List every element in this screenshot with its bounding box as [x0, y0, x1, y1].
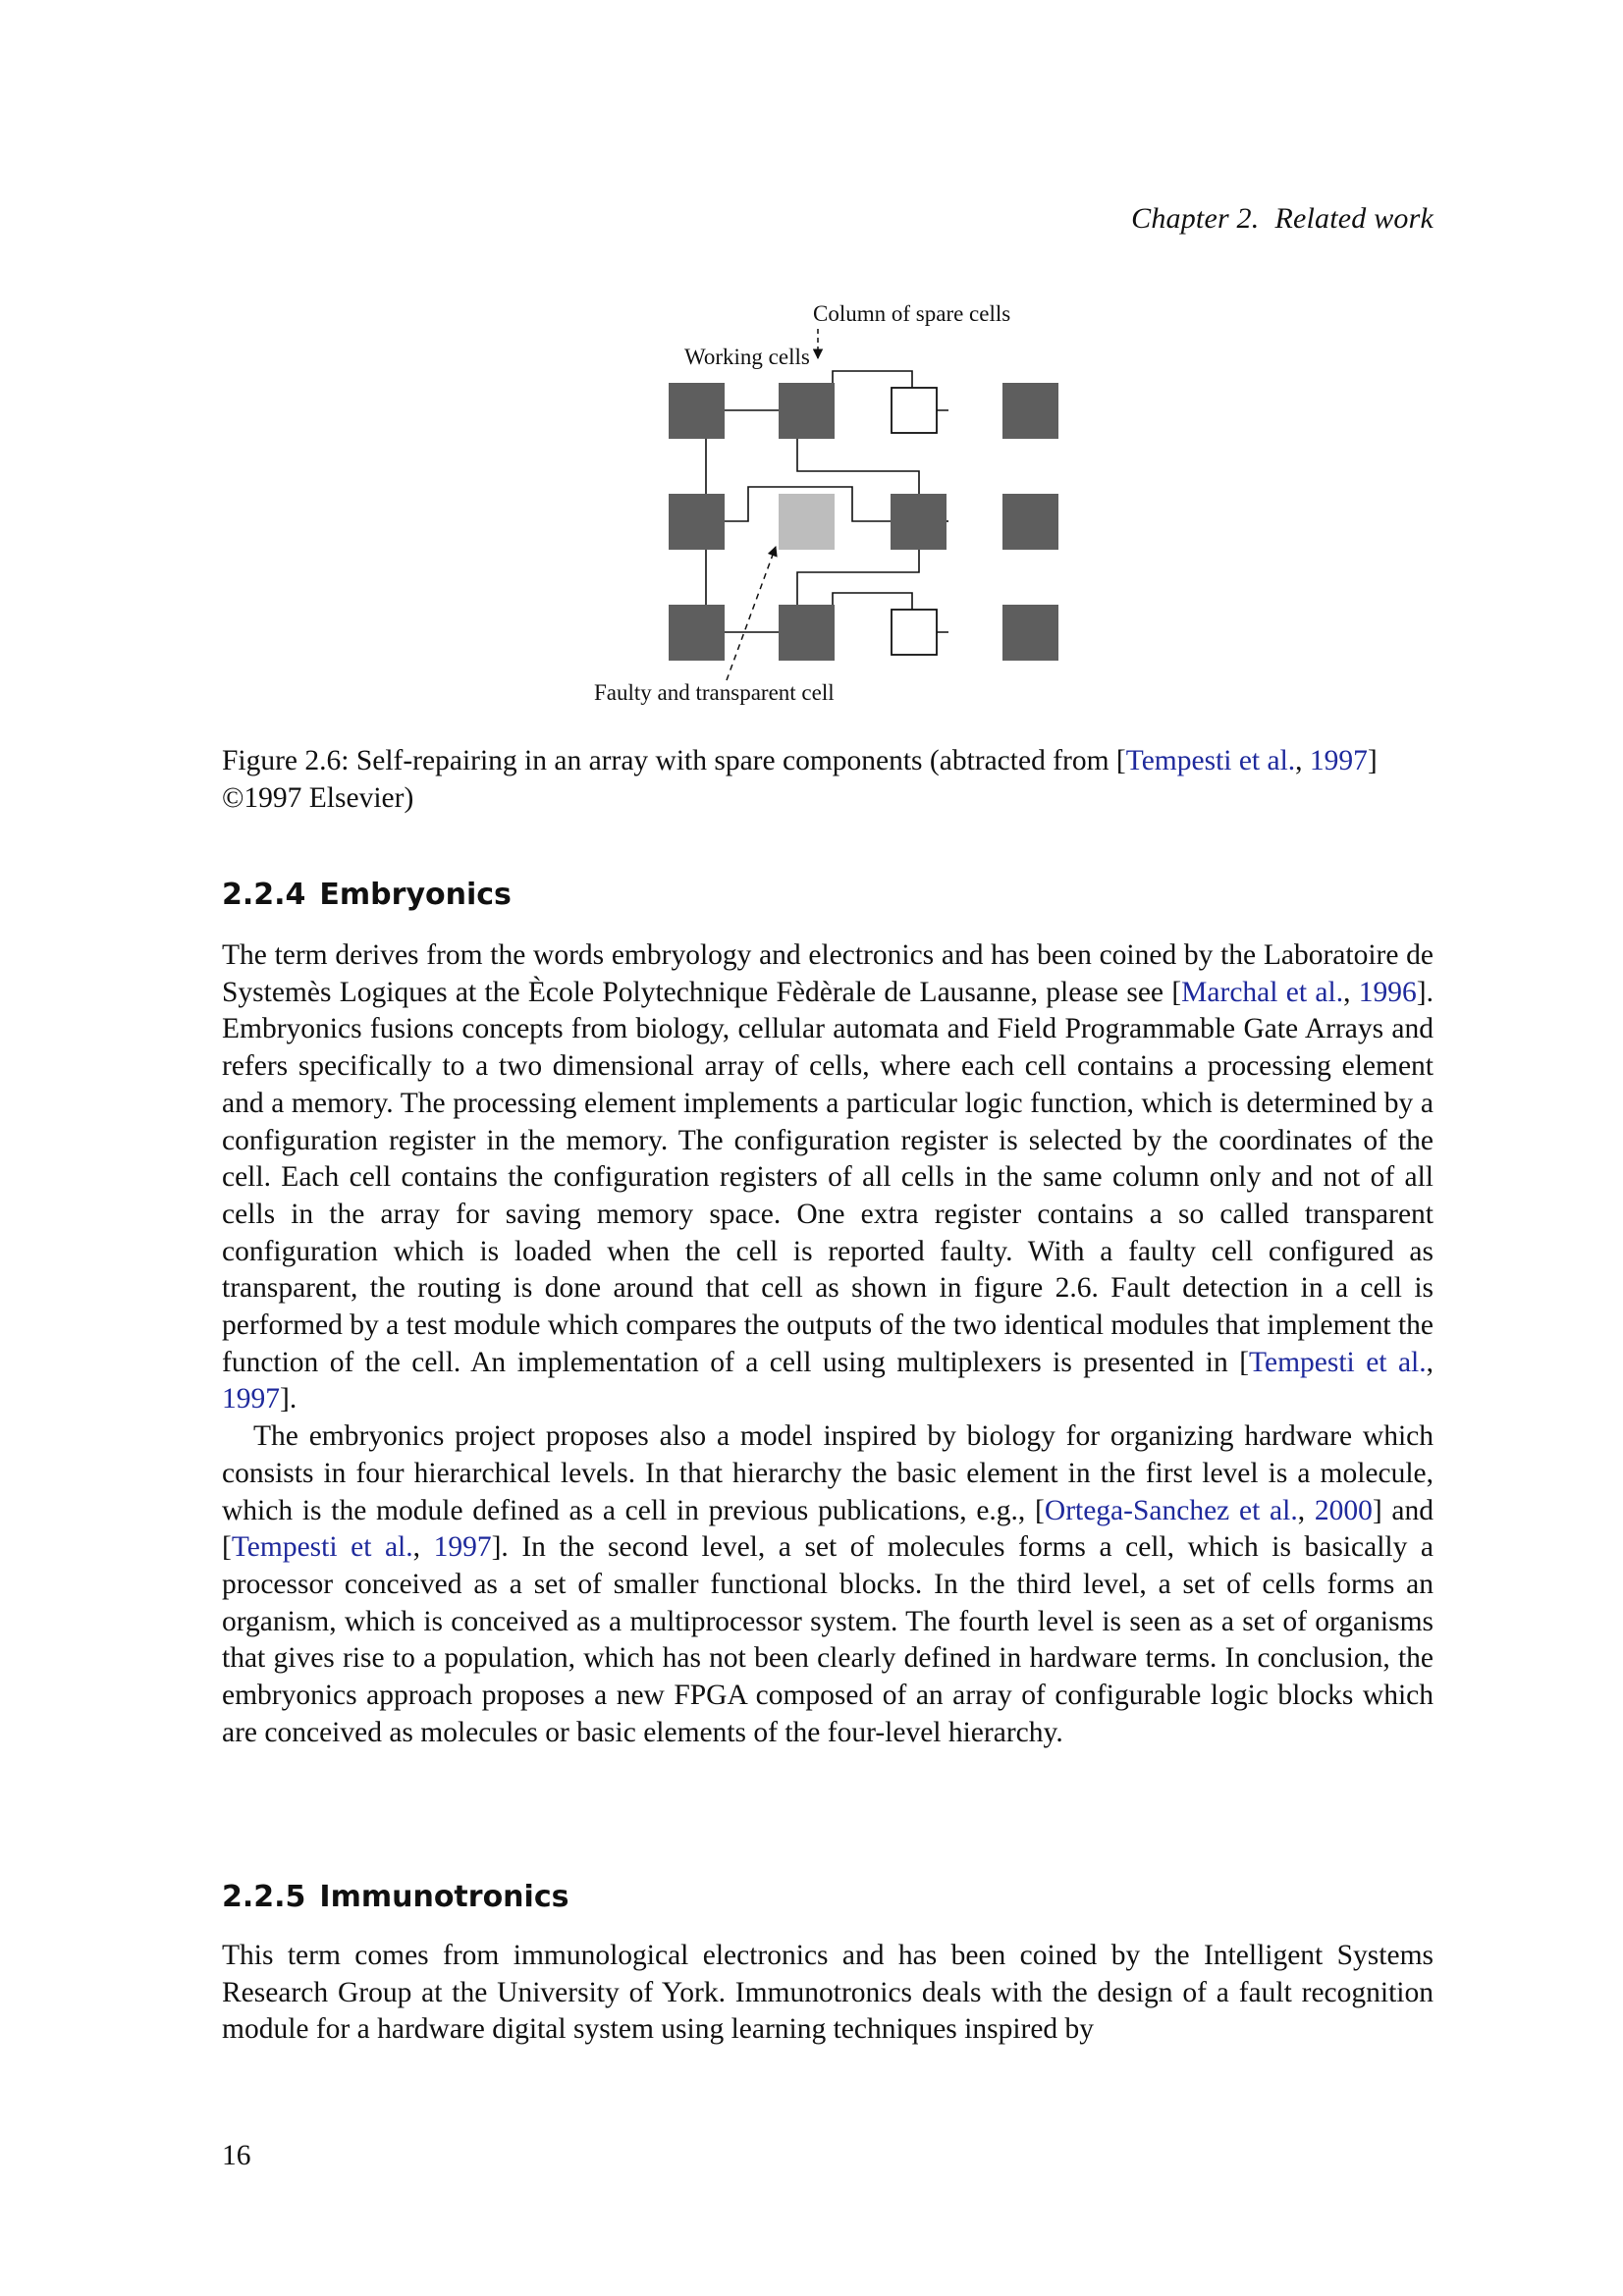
caption-suffix: ] ©1997 Elsevier) — [222, 745, 1378, 814]
citation-year[interactable]: 2000 — [1314, 1494, 1373, 1526]
running-head-title: Related work — [1274, 202, 1434, 235]
label-faulty-cell: Faulty and transparent cell — [594, 680, 835, 705]
page-number: 16 — [222, 2140, 251, 2171]
faulty-transparent-cell — [779, 494, 835, 550]
section-number: 2.2.5 — [222, 1880, 306, 1914]
working-cell — [1002, 383, 1058, 439]
immunotronics-body — [222, 1938, 1434, 2049]
citation-author[interactable]: Ortega-Sanchez et al. — [1044, 1494, 1298, 1526]
faulty-cell-arrow — [727, 547, 776, 680]
caption-citation-separator: , — [1295, 745, 1310, 776]
running-head — [1131, 202, 1434, 236]
working-cell — [779, 383, 835, 439]
paragraph-text: The embryonics project proposes also a model inspired by biology for organizing hardware which consists in four hierarchical levels. In that hierarchy the basic element in the first level is a molecule, which is the module defined as a cell in previous publications, e.g., [ — [222, 1420, 1434, 1526]
paragraph: The term derives from the words embryology and electronics and has been coined by the Laboratoire de Systemès Logiques at the Ècole Polytechnique Fèdèrale de Lausanne, please see [Marchal et al., 1996]. Embryonics fusions concepts from biology, cellular automata and Field Programmable Gate Arrays and refers specifically to a two dimensional array of cells, where each cell contains a processing element and a memory. The processing element implements a particular logic function, which is determined by a configuration register in the memory. The configuration register is selected by the coordinates of the cell. Each cell contains the configuration registers of all cells in the same column only and not of all cells in the array for saving memory space. One extra register contains a so called transparent configuration which is loaded when the cell is reported faulty. With a faulty cell configured as transparent, the routing is done around that cell as shown in figure 2.6. Fault detection in a cell is performed by a test module which compares the outputs of the two identical modules that implement the function of the cell. An implementation of a cell using multiplexers is presented in [Tempesti et al., 1997]. — [222, 939, 1434, 1415]
paragraph-text: ] and [ — [222, 1494, 1434, 1564]
paragraph-text: ]. In the second level, a set of molecules forms a cell, which is basically a processor conceived as a set of smaller functional blocks. In the third level, a set of cells forms an organism, which is conceived as a multiprocessor system. The fourth level is seen as a set of organisms that gives rise to a population, which has not been clearly defined in hardware terms. In conclusion, the embryonics approach proposes a new FPGA composed of an array of configurable logic blocks which are conceived as molecules or basic elements of the four-level hierarchy. — [222, 1531, 1434, 1748]
citation-author[interactable]: Marchal et al. — [1181, 976, 1344, 1008]
citation-year[interactable]: 1997 — [433, 1531, 492, 1564]
running-head-chapter: Chapter 2. — [1131, 202, 1260, 235]
figure-caption — [222, 742, 1434, 817]
paragraph: This term comes from immunological electronics and has been coined by the Intelligent Systems Research Group at the University of York. Immunotronics deals with the design of a fault recognition module for a hardware digital system using learning techniques inspired by — [222, 1940, 1434, 2046]
spare-cell — [892, 388, 937, 433]
figure-2-6 — [579, 290, 1090, 721]
working-cell — [669, 383, 725, 439]
paragraph-text: The term derives from the words embryology and electronics and has been coined by the Laboratoire de Systemès Logiques at the Ècole Polytechnique Fèdèrale de Lausanne, please see [ — [222, 939, 1434, 1008]
route-r1-to-r2 — [797, 429, 919, 495]
working-cell — [669, 494, 725, 550]
paragraph-text: ]. Embryonics fusions concepts from biology, cellular automata and Field Programmable Gate Arrays and refers specifically to a two dimensional array of cells, where each cell contains a processing element and a memory. The processing element implements a particular logic function, which is determined by a configuration register in the memory. The configuration register is selected by the coordinates of the cell. Each cell contains the configuration registers of all cells in the same column only and not of all cells in the array for saving memory space. One extra register contains a so called transparent configuration which is loaded when the cell is reported faulty. With a faulty cell configured as transparent, the routing is done around that cell as shown in figure 2.6. Fault detection in a cell is performed by a test module which compares the outputs of the two identical modules that implement the function of the cell. An implementation of a cell using multiplexers is presented in [ — [222, 976, 1434, 1378]
working-cell — [779, 605, 835, 661]
section-heading-embryonics — [222, 878, 512, 912]
working-cell — [669, 605, 725, 661]
citation-year[interactable]: 1996 — [1358, 976, 1417, 1008]
caption-citation-author[interactable]: Tempesti et al. — [1125, 745, 1296, 776]
working-cell — [1002, 494, 1058, 550]
cell-array-diagram — [579, 290, 1090, 721]
spare-cell — [892, 610, 937, 655]
label-working-cells: Working cells — [684, 345, 810, 369]
embryonics-body — [222, 937, 1434, 1751]
section-title: Embryonics — [319, 878, 512, 912]
caption-prefix: Figure 2.6: Self-repairing in an array with spare components (abtracted from [ — [222, 745, 1126, 776]
paragraph-text: ]. — [280, 1383, 298, 1415]
citation-author[interactable]: Tempesti et al. — [231, 1531, 413, 1564]
label-spare-column: Column of spare cells — [813, 301, 1011, 326]
section-heading-immunotronics — [222, 1880, 568, 1914]
citation-year[interactable]: 1997 — [222, 1383, 280, 1415]
caption-citation-year[interactable]: 1997 — [1309, 745, 1368, 776]
section-number: 2.2.4 — [222, 878, 306, 912]
citation-author[interactable]: Tempesti et al. — [1249, 1346, 1427, 1378]
working-cell — [891, 494, 947, 550]
section-title: Immunotronics — [319, 1880, 569, 1914]
working-cell — [1002, 605, 1058, 661]
paragraph: The embryonics project proposes also a model inspired by biology for organizing hardware which consists in four hierarchical levels. In that hierarchy the basic element in the first level is a molecule, which is the module defined as a cell in previous publications, e.g., [Ortega-Sanchez et al., 2000] and [Tempesti et al., 1997]. In the second level, a set of molecules forms a cell, which is basically a processor conceived as a set of smaller functional blocks. In the third level, a set of cells forms an organism, which is conceived as a multiprocessor system. The fourth level is seen as a set of organisms that gives rise to a population, which has not been clearly defined in hardware terms. In conclusion, the embryonics approach proposes a new FPGA composed of an array of configurable logic blocks which are conceived as molecules or basic elements of the four-level hierarchy. — [222, 1420, 1434, 1748]
